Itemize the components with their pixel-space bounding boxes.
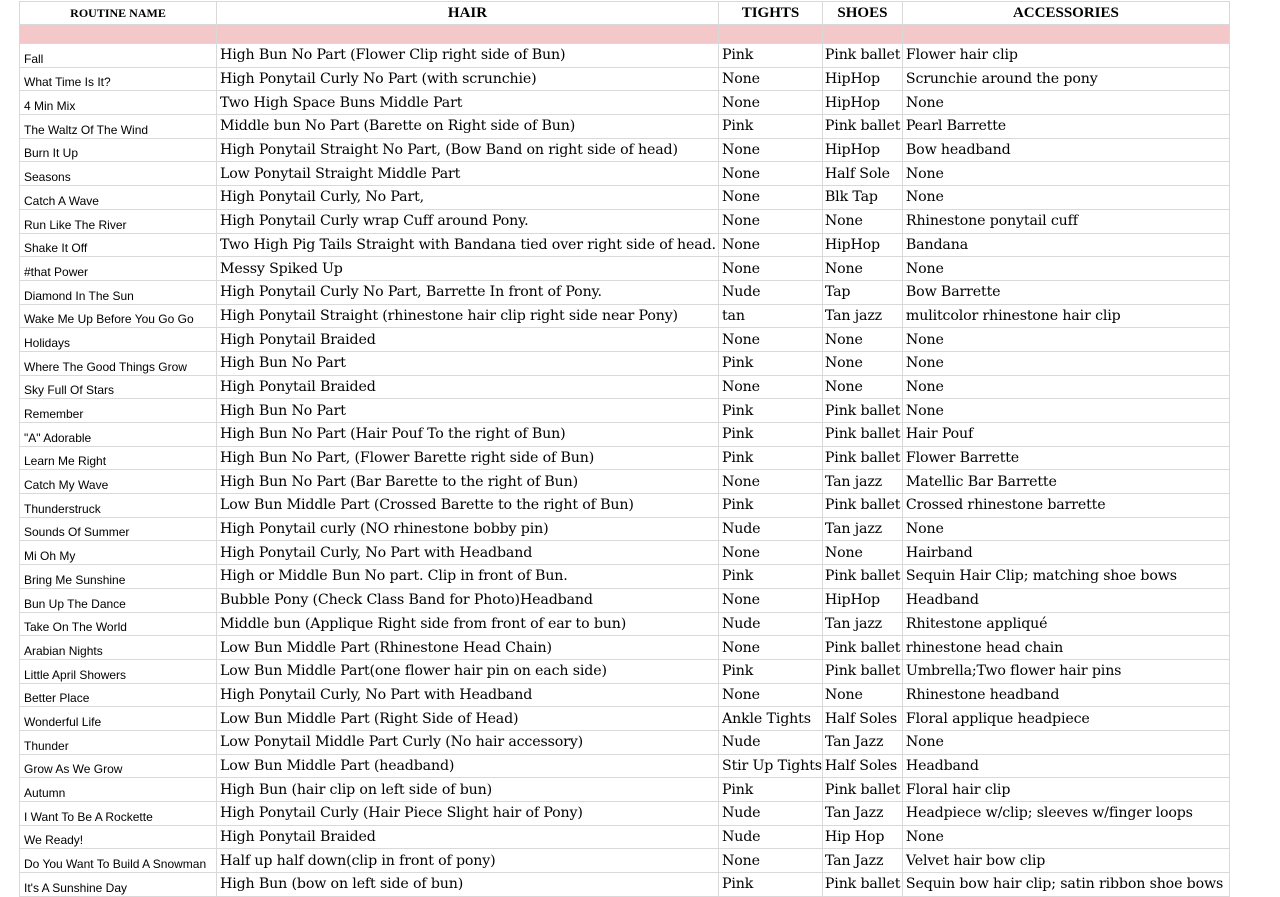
hair-cell[interactable]: High Bun No Part (Hair Pouf To the right of Bun) [217, 423, 719, 447]
shoes-cell[interactable]: Pink ballet [822, 399, 902, 423]
hair-cell[interactable]: Low Bun Middle Part (Rhinestone Head Chain) [217, 636, 719, 660]
hair-cell[interactable]: High Bun No Part [217, 399, 719, 423]
tights-cell[interactable]: None [719, 257, 823, 281]
shoes-cell[interactable]: Half Soles [822, 707, 902, 731]
hair-cell[interactable]: High Bun No Part, (Flower Barette right side of Bun) [217, 446, 719, 470]
empty-cell[interactable] [719, 25, 823, 44]
accessories-cell[interactable]: None [902, 375, 1229, 399]
table-row [20, 209, 1230, 233]
routine-name-cell[interactable]: Bring Me Sunshine [20, 565, 217, 589]
shoes-cell[interactable]: None [822, 328, 902, 352]
table-row [20, 115, 1230, 139]
tights-cell[interactable]: Pink [719, 778, 823, 802]
shoes-cell[interactable]: Pink ballet [822, 115, 902, 139]
routine-name-cell[interactable]: Take On The World [20, 612, 217, 636]
accessories-cell[interactable]: Flower Barrette [902, 446, 1229, 470]
tights-cell[interactable]: None [719, 328, 823, 352]
routine-name-cell[interactable]: Holidays [20, 328, 217, 352]
routine-name-cell[interactable]: What Time Is It? [20, 67, 217, 91]
routine-name-cell[interactable]: Learn Me Right [20, 446, 217, 470]
routine-name-cell[interactable]: We Ready! [20, 825, 217, 849]
routine-name-cell[interactable]: Burn It Up [20, 138, 217, 162]
hair-cell[interactable]: Low Bun Middle Part (Right Side of Head) [217, 707, 719, 731]
empty-cell[interactable] [822, 25, 902, 44]
hair-cell[interactable]: High Ponytail Curly No Part (with scrunchie) [217, 67, 719, 91]
hair-cell[interactable]: High Ponytail Braided [217, 825, 719, 849]
hair-cell[interactable]: Low Bun Middle Part(one flower hair pin on each side) [217, 659, 719, 683]
table-row [20, 612, 1230, 636]
accessories-cell[interactable]: Rhitestone appliqué [902, 612, 1229, 636]
hair-cell[interactable]: Middle bun (Applique Right side from front of ear to bun) [217, 612, 719, 636]
table-row [20, 541, 1230, 565]
tights-cell[interactable]: Pink [719, 44, 823, 68]
tights-cell[interactable]: Pink [719, 423, 823, 447]
accessories-cell[interactable]: Hairband [902, 541, 1229, 565]
hair-cell[interactable]: High Ponytail Straight (rhinestone hair clip right side near Pony) [217, 304, 719, 328]
hair-cell[interactable]: Two High Pig Tails Straight with Bandana tied over right side of head. [217, 233, 719, 257]
hair-cell[interactable]: Low Bun Middle Part (headband) [217, 754, 719, 778]
shoes-cell[interactable]: Tan Jazz [822, 802, 902, 826]
tights-cell[interactable]: None [719, 162, 823, 186]
table-row [20, 778, 1230, 802]
accessories-cell[interactable]: Rhinestone ponytail cuff [902, 209, 1229, 233]
shoes-cell[interactable]: HipHop [822, 67, 902, 91]
table-row [20, 730, 1230, 754]
accessories-cell[interactable]: Sequin bow hair clip; satin ribbon shoe bows [902, 873, 1229, 897]
header-hair[interactable]: HAIR [217, 2, 719, 25]
header-accessories[interactable]: ACCESSORIES [902, 2, 1229, 25]
shoes-cell[interactable]: None [822, 375, 902, 399]
tights-cell[interactable]: None [719, 588, 823, 612]
routine-name-cell[interactable]: Wonderful Life [20, 707, 217, 731]
routine-name-cell[interactable]: I Want To Be A Rockette [20, 802, 217, 826]
table-row [20, 659, 1230, 683]
tights-cell[interactable]: Nude [719, 517, 823, 541]
table-row [20, 683, 1230, 707]
hair-cell[interactable]: Low Bun Middle Part (Crossed Barette to the right of Bun) [217, 494, 719, 518]
header-row [20, 2, 1230, 25]
accessories-cell[interactable]: Headband [902, 754, 1229, 778]
table-row [20, 754, 1230, 778]
table-row [20, 588, 1230, 612]
table-row [20, 44, 1230, 68]
accessories-cell[interactable]: Bow headband [902, 138, 1229, 162]
empty-cell[interactable] [902, 25, 1229, 44]
hair-cell[interactable]: High Bun No Part [217, 351, 719, 375]
hair-cell[interactable]: Bubble Pony (Check Class Band for Photo)Headband [217, 588, 719, 612]
tights-cell[interactable]: None [719, 849, 823, 873]
routine-name-cell[interactable]: Grow As We Grow [20, 754, 217, 778]
hair-cell[interactable]: High Ponytail Curly No Part, Barrette In front of Pony. [217, 280, 719, 304]
routine-name-cell[interactable]: It's A Sunshine Day [20, 873, 217, 897]
hair-cell[interactable]: Middle bun No Part (Barette on Right side of Bun) [217, 115, 719, 139]
tights-cell[interactable]: None [719, 67, 823, 91]
routine-name-cell[interactable]: Wake Me Up Before You Go Go [20, 304, 217, 328]
hair-cell[interactable]: High Ponytail Braided [217, 375, 719, 399]
accessories-cell[interactable]: Sequin Hair Clip; matching shoe bows [902, 565, 1229, 589]
accessories-cell[interactable]: Rhinestone headband [902, 683, 1229, 707]
tights-cell[interactable]: None [719, 233, 823, 257]
accessories-cell[interactable]: Hair Pouf [902, 423, 1229, 447]
table-row [20, 280, 1230, 304]
header-shoes[interactable]: SHOES [822, 2, 902, 25]
tights-cell[interactable]: Pink [719, 494, 823, 518]
tights-cell[interactable]: Nude [719, 802, 823, 826]
shoes-cell[interactable]: None [822, 209, 902, 233]
table-row [20, 375, 1230, 399]
shoes-cell[interactable]: Tan Jazz [822, 849, 902, 873]
table-row [20, 328, 1230, 352]
hair-cell[interactable]: High Ponytail Braided [217, 328, 719, 352]
routine-name-cell[interactable]: Bun Up The Dance [20, 588, 217, 612]
table-row [20, 470, 1230, 494]
shoes-cell[interactable]: Tan Jazz [822, 730, 902, 754]
tights-cell[interactable]: Nude [719, 280, 823, 304]
shoes-cell[interactable]: Pink ballet [822, 636, 902, 660]
tights-cell[interactable]: Stir Up Tights [719, 754, 823, 778]
routine-name-cell[interactable]: Better Place [20, 683, 217, 707]
shoes-cell[interactable]: Half Soles [822, 754, 902, 778]
empty-cell[interactable] [20, 25, 217, 44]
table-row [20, 351, 1230, 375]
routine-name-cell[interactable]: Diamond In The Sun [20, 280, 217, 304]
tights-cell[interactable]: Pink [719, 565, 823, 589]
shoes-cell[interactable]: Hip Hop [822, 825, 902, 849]
table-row [20, 849, 1230, 873]
tights-cell[interactable]: None [719, 91, 823, 115]
header-routine-name[interactable]: ROUTINE NAME [20, 2, 217, 25]
shoes-cell[interactable]: HipHop [822, 91, 902, 115]
shoes-cell[interactable]: None [822, 541, 902, 565]
routine-name-cell[interactable]: Run Like The River [20, 209, 217, 233]
hair-cell[interactable]: High Bun No Part (Flower Clip right side of Bun) [217, 44, 719, 68]
table-row [20, 233, 1230, 257]
shoes-cell[interactable]: HipHop [822, 233, 902, 257]
routine-name-cell[interactable]: 4 Min Mix [20, 91, 217, 115]
tights-cell[interactable]: None [719, 470, 823, 494]
shoes-cell[interactable]: Tan jazz [822, 612, 902, 636]
shoes-cell[interactable]: Tan jazz [822, 304, 902, 328]
tights-cell[interactable]: Pink [719, 659, 823, 683]
table-row [20, 399, 1230, 423]
tights-cell[interactable]: Ankle Tights [719, 707, 823, 731]
accessories-cell[interactable]: Umbrella;Two flower hair pins [902, 659, 1229, 683]
table-row [20, 304, 1230, 328]
tights-cell[interactable]: tan [719, 304, 823, 328]
tights-cell[interactable]: Nude [719, 612, 823, 636]
tights-cell[interactable]: Pink [719, 399, 823, 423]
table-row [20, 517, 1230, 541]
tights-cell[interactable]: None [719, 138, 823, 162]
accessories-cell[interactable]: Headband [902, 588, 1229, 612]
shoes-cell[interactable]: Blk Tap [822, 186, 902, 210]
table-row [20, 138, 1230, 162]
hair-cell[interactable]: High Ponytail Curly, No Part with Headband [217, 541, 719, 565]
tights-cell[interactable]: Pink [719, 873, 823, 897]
accessories-cell[interactable]: Floral hair clip [902, 778, 1229, 802]
shoes-cell[interactable]: Half Sole [822, 162, 902, 186]
hair-cell[interactable]: High Ponytail Curly wrap Cuff around Pony. [217, 209, 719, 233]
hair-cell[interactable]: High Bun No Part (Bar Barette to the right of Bun) [217, 470, 719, 494]
routine-name-cell[interactable]: Fall [20, 44, 217, 68]
accessories-cell[interactable]: None [902, 91, 1229, 115]
accessories-cell[interactable]: None [902, 328, 1229, 352]
accessories-cell[interactable]: mulitcolor rhinestone hair clip [902, 304, 1229, 328]
routine-name-cell[interactable]: "A" Adorable [20, 423, 217, 447]
hair-cell[interactable]: High Bun (bow on left side of bun) [217, 873, 719, 897]
table-row [20, 707, 1230, 731]
table-row [20, 446, 1230, 470]
hair-cell[interactable]: High or Middle Bun No part. Clip in front of Bun. [217, 565, 719, 589]
accessories-cell[interactable]: Headpiece w/clip; sleeves w/finger loops [902, 802, 1229, 826]
routine-name-cell[interactable]: Remember [20, 399, 217, 423]
routine-name-cell[interactable]: Sky Full Of Stars [20, 375, 217, 399]
routine-name-cell[interactable]: Arabian Nights [20, 636, 217, 660]
shoes-cell[interactable]: Pink ballet [822, 494, 902, 518]
table-row [20, 636, 1230, 660]
routine-name-cell[interactable]: Mi Oh My [20, 541, 217, 565]
costume-sheet-table [19, 1, 1230, 897]
routine-name-cell[interactable]: Thunder [20, 730, 217, 754]
accessories-cell[interactable]: None [902, 162, 1229, 186]
tights-cell[interactable]: Pink [719, 351, 823, 375]
table-row [20, 802, 1230, 826]
routine-name-cell[interactable]: Do You Want To Build A Snowman [20, 849, 217, 873]
accessories-cell[interactable]: None [902, 257, 1229, 281]
table-row [20, 494, 1230, 518]
table-row [20, 565, 1230, 589]
shoes-cell[interactable]: Pink ballet [822, 44, 902, 68]
hair-cell[interactable]: High Ponytail curly (NO rhinestone bobby pin) [217, 517, 719, 541]
routine-name-cell[interactable]: Little April Showers [20, 659, 217, 683]
routine-name-cell[interactable]: Catch A Wave [20, 186, 217, 210]
hair-cell[interactable]: High Ponytail Curly, No Part, [217, 186, 719, 210]
hair-cell[interactable]: Half up half down(clip in front of pony) [217, 849, 719, 873]
tights-cell[interactable]: Pink [719, 115, 823, 139]
shoes-cell[interactable]: Pink ballet [822, 446, 902, 470]
routine-name-cell[interactable]: Autumn [20, 778, 217, 802]
hair-cell[interactable]: Two High Space Buns Middle Part [217, 91, 719, 115]
hair-cell[interactable]: Messy Spiked Up [217, 257, 719, 281]
table-row [20, 825, 1230, 849]
accessories-cell[interactable]: Pearl Barrette [902, 115, 1229, 139]
tights-cell[interactable]: None [719, 683, 823, 707]
shoes-cell[interactable]: HipHop [822, 588, 902, 612]
routine-name-cell[interactable]: Shake It Off [20, 233, 217, 257]
routine-name-cell[interactable]: Seasons [20, 162, 217, 186]
table-row [20, 162, 1230, 186]
hair-cell[interactable]: Low Ponytail Middle Part Curly (No hair accessory) [217, 730, 719, 754]
shoes-cell[interactable]: Tan jazz [822, 470, 902, 494]
shoes-cell[interactable]: Pink ballet [822, 423, 902, 447]
accessories-cell[interactable]: None [902, 351, 1229, 375]
shoes-cell[interactable]: HipHop [822, 138, 902, 162]
accessories-cell[interactable]: Matellic Bar Barrette [902, 470, 1229, 494]
routine-name-cell[interactable]: Thunderstruck [20, 494, 217, 518]
routine-name-cell[interactable]: The Waltz Of The Wind [20, 115, 217, 139]
hair-cell[interactable]: High Ponytail Curly (Hair Piece Slight hair of Pony) [217, 802, 719, 826]
shoes-cell[interactable]: Pink ballet [822, 565, 902, 589]
accessories-cell[interactable]: Bow Barrette [902, 280, 1229, 304]
shoes-cell[interactable]: Tan jazz [822, 517, 902, 541]
accessories-cell[interactable]: Crossed rhinestone barrette [902, 494, 1229, 518]
empty-cell[interactable] [217, 25, 719, 44]
table-row [20, 67, 1230, 91]
highlighted-empty-row [20, 25, 1230, 44]
shoes-cell[interactable]: Pink ballet [822, 778, 902, 802]
accessories-cell[interactable]: rhinestone head chain [902, 636, 1229, 660]
accessories-cell[interactable]: None [902, 730, 1229, 754]
shoes-cell[interactable]: None [822, 257, 902, 281]
tights-cell[interactable]: None [719, 186, 823, 210]
shoes-cell[interactable]: None [822, 683, 902, 707]
tights-cell[interactable]: None [719, 209, 823, 233]
accessories-cell[interactable]: None [902, 517, 1229, 541]
table-row [20, 186, 1230, 210]
routine-name-cell[interactable]: Catch My Wave [20, 470, 217, 494]
table-row [20, 423, 1230, 447]
accessories-cell[interactable]: None [902, 825, 1229, 849]
hair-cell[interactable]: High Ponytail Curly, No Part with Headband [217, 683, 719, 707]
table-row [20, 91, 1230, 115]
tights-cell[interactable]: None [719, 375, 823, 399]
tights-cell[interactable]: Pink [719, 446, 823, 470]
accessories-cell[interactable]: Velvet hair bow clip [902, 849, 1229, 873]
tights-cell[interactable]: None [719, 636, 823, 660]
shoes-cell[interactable]: Pink ballet [822, 659, 902, 683]
table-row [20, 873, 1230, 897]
accessories-cell[interactable]: Floral applique headpiece [902, 707, 1229, 731]
shoes-cell[interactable]: Tap [822, 280, 902, 304]
hair-cell[interactable]: High Bun (hair clip on left side of bun) [217, 778, 719, 802]
shoes-cell[interactable]: Pink ballet [822, 873, 902, 897]
table-row [20, 257, 1230, 281]
tights-cell[interactable]: None [719, 541, 823, 565]
routine-name-cell[interactable]: Where The Good Things Grow [20, 351, 217, 375]
accessories-cell[interactable]: Flower hair clip [902, 44, 1229, 68]
accessories-cell[interactable]: None [902, 186, 1229, 210]
shoes-cell[interactable]: None [822, 351, 902, 375]
tights-cell[interactable]: Nude [719, 825, 823, 849]
hair-cell[interactable]: High Ponytail Straight No Part, (Bow Band on right side of head) [217, 138, 719, 162]
hair-cell[interactable]: Low Ponytail Straight Middle Part [217, 162, 719, 186]
accessories-cell[interactable]: Scrunchie around the pony [902, 67, 1229, 91]
tights-cell[interactable]: Nude [719, 730, 823, 754]
accessories-cell[interactable]: Bandana [902, 233, 1229, 257]
routine-name-cell[interactable]: Sounds Of Summer [20, 517, 217, 541]
accessories-cell[interactable]: None [902, 399, 1229, 423]
header-tights[interactable]: TIGHTS [719, 2, 823, 25]
routine-name-cell[interactable]: #that Power [20, 257, 217, 281]
